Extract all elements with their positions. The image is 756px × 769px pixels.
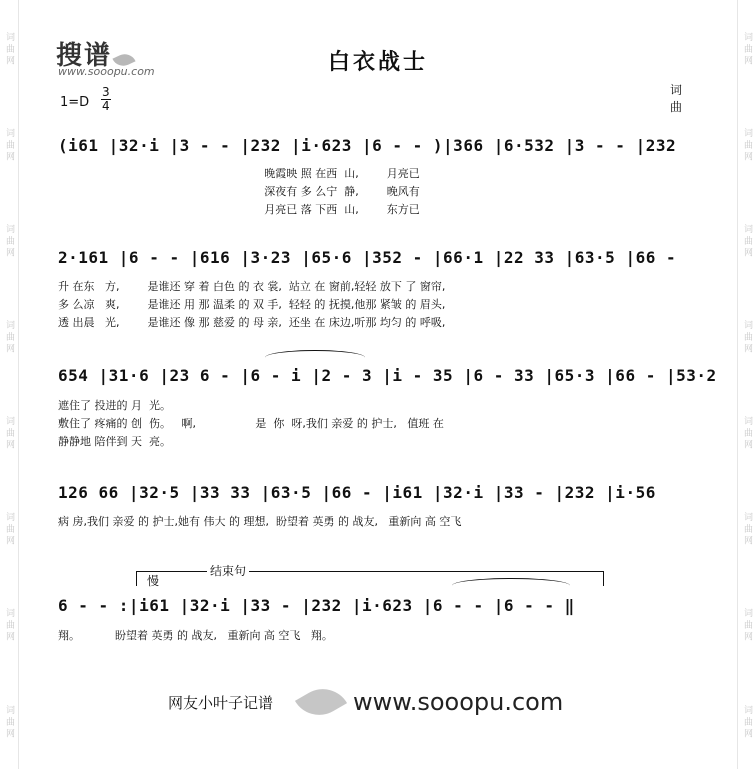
composer-label: 曲 xyxy=(670,100,683,114)
notation-line: 6 - - :|i61 |32·i |33 - |232 |i·623 |6 - - |6 - - ‖ xyxy=(58,596,575,615)
lyric-line: 升 在东 方, 是谁还 穿 着 白色 的 衣 裳, 站立 在 窗前,轻轻 放下 了 窗帘, xyxy=(58,280,446,293)
credits xyxy=(670,82,682,116)
watermark-text: 词 曲 网 xyxy=(742,320,752,353)
watermark-text: 词 曲 网 xyxy=(742,127,752,161)
logo-url: www.sooopu.com xyxy=(58,65,155,78)
lyric-line: 遮住了 投进的 月 光。 xyxy=(58,399,171,412)
watermark-text: 词 曲 网 xyxy=(4,320,14,353)
slur-mark xyxy=(265,350,365,365)
watermark-text: 词 曲 网 xyxy=(742,704,752,738)
time-signature xyxy=(101,86,111,113)
meter-bottom: 4 xyxy=(102,99,110,113)
key-signature: 1=D xyxy=(60,95,90,110)
logo-text: 搜谱 xyxy=(56,41,113,71)
notation-line: 654 |31·6 |23 6 - |6 - i |2 - 3 |i - 35 |6 - 33 |65·3 |66 - |53·2 xyxy=(58,366,717,385)
leaf-icon xyxy=(295,679,347,725)
watermark-text: 词 曲 网 xyxy=(4,512,14,546)
watermark-text: 词 曲 网 xyxy=(742,31,752,65)
watermark-text: 词 曲 网 xyxy=(4,416,14,449)
notation-line: (i61 |32·i |3 - - |232 |i·623 |6 - - )|366 |6·532 |3 - - |232 xyxy=(58,136,677,155)
meter-top: 3 xyxy=(102,85,110,99)
watermark-text: 词 曲 网 xyxy=(4,223,14,257)
notation-line: 126 66 |32·5 |33 33 |63·5 |66 - |i61 |32·i |33 - |232 |i·56 xyxy=(58,483,656,502)
watermark-text: 词 曲 网 xyxy=(4,704,14,738)
left-watermark-strip xyxy=(0,0,19,769)
lyric-line: 静静地 陪伴到 天 亮。 xyxy=(58,435,171,448)
lyric-line: 敷住了 疼痛的 创 伤。 啊, 是 你 呀,我们 亲爱 的 护士, 值班 在 xyxy=(58,417,444,430)
notation-line: 2·161 |6 - - |616 |3·23 |65·6 |352 - |66·1 |22 33 |63·5 |66 - xyxy=(58,248,677,267)
ending-label: 结束句 xyxy=(207,562,249,579)
lyric-line: 病 房,我们 亲爱 的 护士,她有 伟大 的 理想, 盼望着 英勇 的 战友, 重新向 高 空飞 xyxy=(58,515,462,528)
lyric-line: 晚霞映 照 在西 山, 月亮已 xyxy=(58,167,420,180)
watermark-text: 词 曲 网 xyxy=(4,31,14,65)
song-title: 白衣战士 xyxy=(327,49,428,75)
watermark-text: 词 曲 网 xyxy=(742,608,752,642)
lyric-line: 翔。 盼望着 英勇 的 战友, 重新向 高 空飞 翔。 xyxy=(58,629,333,642)
watermark-text: 词 曲 网 xyxy=(4,127,14,161)
lyricist-label: 词 xyxy=(670,83,683,97)
watermark-text: 词 曲 网 xyxy=(4,608,14,642)
tempo-marking: 慢 xyxy=(147,574,160,588)
watermark-text: 词 曲 网 xyxy=(742,416,752,449)
watermark-text: 词 曲 网 xyxy=(742,223,752,257)
right-watermark-strip xyxy=(737,0,756,769)
footer xyxy=(168,688,563,716)
lyric-line: 月亮已 落 下西 山, 东方已 xyxy=(58,203,420,216)
footer-site-url[interactable]: www.sooopu.com xyxy=(353,688,564,716)
slur-mark xyxy=(452,578,570,593)
transcriber-credit: 网友小叶子记谱 xyxy=(168,693,274,712)
lyric-line: 多 么凉 爽, 是谁还 用 那 温柔 的 双 手, 轻轻 的 抚摸,他那 紧皱 的 眉头, xyxy=(58,298,446,311)
lyric-line: 深夜有 多 么宁 静, 晚风有 xyxy=(58,185,420,198)
lyric-line: 透 出晨 光, 是谁还 像 那 慈爱 的 母 亲, 还坐 在 床边,听那 均匀 的 呼吸, xyxy=(58,316,446,329)
watermark-text: 词 曲 网 xyxy=(742,512,752,546)
